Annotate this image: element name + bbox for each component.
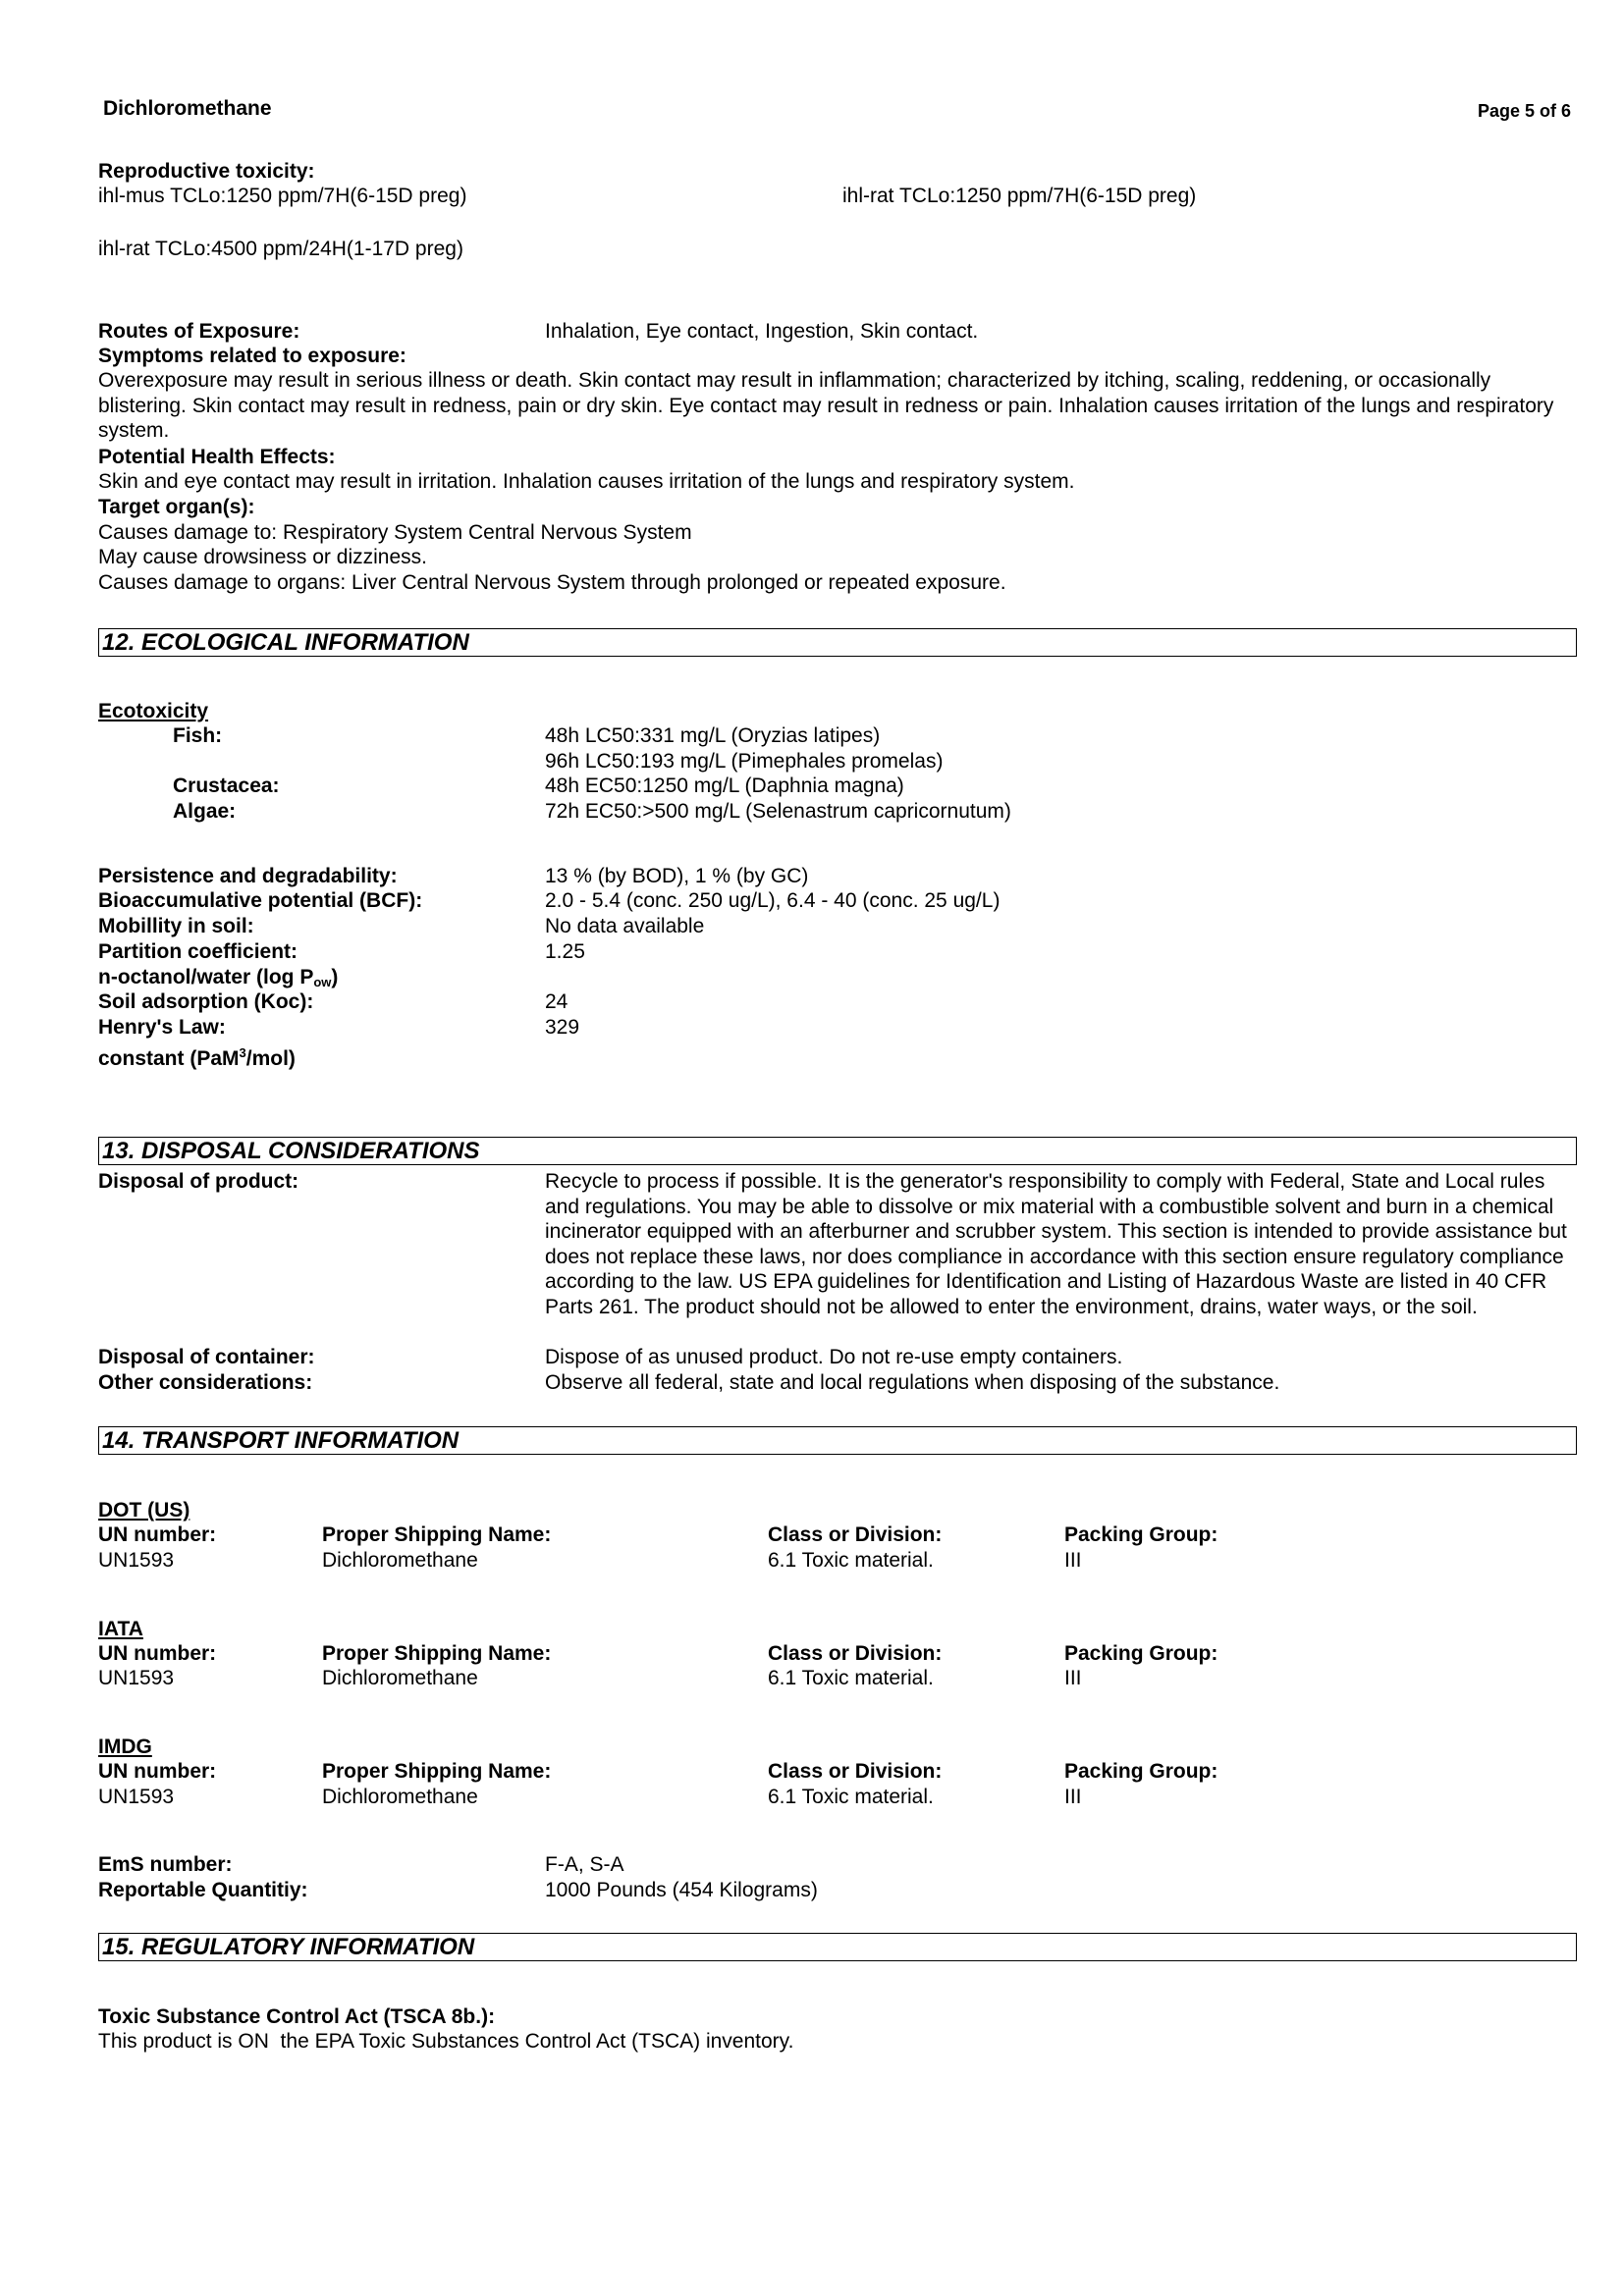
section-12-header <box>98 628 1577 657</box>
bioaccumulative-label: Bioaccumulative potential (BCF): <box>98 889 423 912</box>
packing-group-value: III <box>1064 1786 1082 1808</box>
partition-sublabel: n-octanol/water (log $P_{ow}$) <box>98 966 339 989</box>
section-13-title: 13. DISPOSAL CONSIDERATIONS <box>102 1138 480 1164</box>
henry-value: 329 <box>545 1016 580 1039</box>
class-division-value: 6.1 Toxic material. <box>768 1786 934 1808</box>
bioaccumulative-value: 2.0 - 5.4 (conc. 250 ug/L), 6.4 - 40 (conc. 25 ug/L) <box>545 889 1001 912</box>
mobility-value: No data available <box>545 915 705 937</box>
class-division-header: Class or Division: <box>768 1642 943 1665</box>
un-number-value: UN1593 <box>98 1667 175 1689</box>
other-considerations-label: Other considerations: <box>98 1371 313 1394</box>
reproductive-item: ihl-rat TCLo:4500 ppm/24H(1-17D preg) <box>98 238 463 260</box>
un-number-value: UN1593 <box>98 1786 175 1808</box>
shipping-name-header: Proper Shipping Name: <box>322 1760 552 1783</box>
section-14-title: 14. TRANSPORT INFORMATION <box>102 1427 460 1454</box>
disposal-product-text: Recycle to process if possible. It is the generator's responsibility to comply with Federal, State and Local rules and regulations. You may be able to dissolve or mix material with a combustible solvent and burn in a chemical incinerator equipped with an afterburner and scrubber system. This section is intended to provide assistance but does not replace these laws, nor does compliance in accordance with this section ensure regulatory compliance according to the law. US EPA guidelines for Identification and Listing of Hazardous Waste are listed in 40 CFR Parts 261. The product should not be allowed to enter the environment, drains, water ways, or the soil. <box>545 1170 1567 1318</box>
mobility-label: Mobillity in soil: <box>98 915 254 937</box>
disposal-product-label: Disposal of product: <box>98 1170 299 1193</box>
fish-value: 48h LC50:331 mg/L (Oryzias latipes) <box>545 724 881 747</box>
other-considerations-text: Observe all federal, state and local regulations when disposing of the substance. <box>545 1371 1280 1394</box>
reportable-quantity-value: 1000 Pounds (454 Kilograms) <box>545 1879 818 1901</box>
fish-label: Fish: <box>173 724 223 747</box>
section-13-header <box>98 1137 1577 1165</box>
un-number-value: UN1593 <box>98 1549 175 1572</box>
un-number-header: UN number: <box>98 1642 217 1665</box>
transport-regime-name: DOT (US) <box>98 1499 190 1522</box>
target-organs-label: Target organ(s): <box>98 496 255 518</box>
tsca-label: Toxic Substance Control Act (TSCA 8b.): <box>98 2005 496 2028</box>
class-division-value: 6.1 Toxic material. <box>768 1549 934 1572</box>
disposal-container-label: Disposal of container: <box>98 1346 315 1368</box>
shipping-name-value: Dichloromethane <box>322 1667 478 1689</box>
ecotoxicity-heading: Ecotoxicity <box>98 700 209 722</box>
section-15-title: 15. REGULATORY INFORMATION <box>102 1934 475 1960</box>
reproductive-item: ihl-rat TCLo:1250 ppm/7H(6-15D preg) <box>842 185 1197 207</box>
algae-label: Algae: <box>173 800 237 823</box>
disposal-container-text: Dispose of as unused product. Do not re-use empty containers. <box>545 1346 1123 1368</box>
persistence-label: Persistence and degradability: <box>98 865 398 887</box>
section-14-header <box>98 1426 1577 1455</box>
reproductive-item: ihl-mus TCLo:1250 ppm/7H(6-15D preg) <box>98 185 467 207</box>
shipping-name-value: Dichloromethane <box>322 1549 478 1572</box>
class-division-header: Class or Division: <box>768 1760 943 1783</box>
partition-value: 1.25 <box>545 940 585 963</box>
henry-label: Henry's Law: <box>98 1016 226 1039</box>
koc-value: 24 <box>545 990 568 1013</box>
fish-value: 96h LC50:193 mg/L (Pimephales promelas) <box>545 750 944 773</box>
tsca-text: This product is ON the EPA Toxic Substances Control Act (TSCA) inventory. <box>98 2030 794 2053</box>
packing-group-value: III <box>1064 1549 1082 1572</box>
routes-of-exposure-label: Routes of Exposure: <box>98 320 300 343</box>
routes-of-exposure-value: Inhalation, Eye contact, Ingestion, Skin contact. <box>545 320 979 343</box>
section-12-title: 12. ECOLOGICAL INFORMATION <box>102 629 469 656</box>
algae-value: 72h EC50:>500 mg/L (Selenastrum capricornutum) <box>545 800 1011 823</box>
packing-group-value: III <box>1064 1667 1082 1689</box>
symptoms-text: Overexposure may result in serious illness or death. Skin contact may result in inflammation; characterized by itching, scaling, reddening, or occasionally blistering. Skin contact may result in redness, pain or dry skin. Eye contact may result in redness or pain. Inhalation causes irritation of the lungs and respiratory system. <box>98 369 1554 442</box>
shipping-name-header: Proper Shipping Name: <box>322 1642 552 1665</box>
target-organs-line: Causes damage to: Respiratory System Central Nervous System <box>98 521 692 544</box>
ems-number-value: F-A, S-A <box>545 1853 624 1876</box>
persistence-value: 13 % (by BOD), 1 % (by GC) <box>545 865 809 887</box>
henry-sublabel: constant (PaM$^3$/mol) <box>98 1045 296 1070</box>
ems-number-label: EmS number: <box>98 1853 233 1876</box>
shipping-name-value: Dichloromethane <box>322 1786 478 1808</box>
page-number: Page 5 of 6 <box>1478 101 1572 121</box>
section-15-header <box>98 1933 1577 1961</box>
transport-regime-name: IATA <box>98 1618 143 1640</box>
packing-group-header: Packing Group: <box>1064 1642 1218 1665</box>
reproductive-toxicity-heading: Reproductive toxicity: <box>98 160 315 183</box>
transport-regime-name: IMDG <box>98 1735 152 1758</box>
document-title: Dichloromethane <box>103 97 272 120</box>
health-effects-label: Potential Health Effects: <box>98 446 336 468</box>
packing-group-header: Packing Group: <box>1064 1760 1218 1783</box>
symptoms-label: Symptoms related to exposure: <box>98 345 406 367</box>
shipping-name-header: Proper Shipping Name: <box>322 1523 552 1546</box>
koc-label: Soil adsorption (Koc): <box>98 990 314 1013</box>
class-division-value: 6.1 Toxic material. <box>768 1667 934 1689</box>
packing-group-header: Packing Group: <box>1064 1523 1218 1546</box>
un-number-header: UN number: <box>98 1523 217 1546</box>
health-effects-text: Skin and eye contact may result in irritation. Inhalation causes irritation of the lungs and respiratory system. <box>98 470 1075 493</box>
target-organs-line: May cause drowsiness or dizziness. <box>98 546 427 568</box>
reportable-quantity-label: Reportable Quantitiy: <box>98 1879 308 1901</box>
partition-label: Partition coefficient: <box>98 940 298 963</box>
class-division-header: Class or Division: <box>768 1523 943 1546</box>
target-organs-line: Causes damage to organs: Liver Central Nervous System through prolonged or repeated exposure. <box>98 571 1006 594</box>
un-number-header: UN number: <box>98 1760 217 1783</box>
crustacea-value: 48h EC50:1250 mg/L (Daphnia magna) <box>545 774 904 797</box>
crustacea-label: Crustacea: <box>173 774 280 797</box>
